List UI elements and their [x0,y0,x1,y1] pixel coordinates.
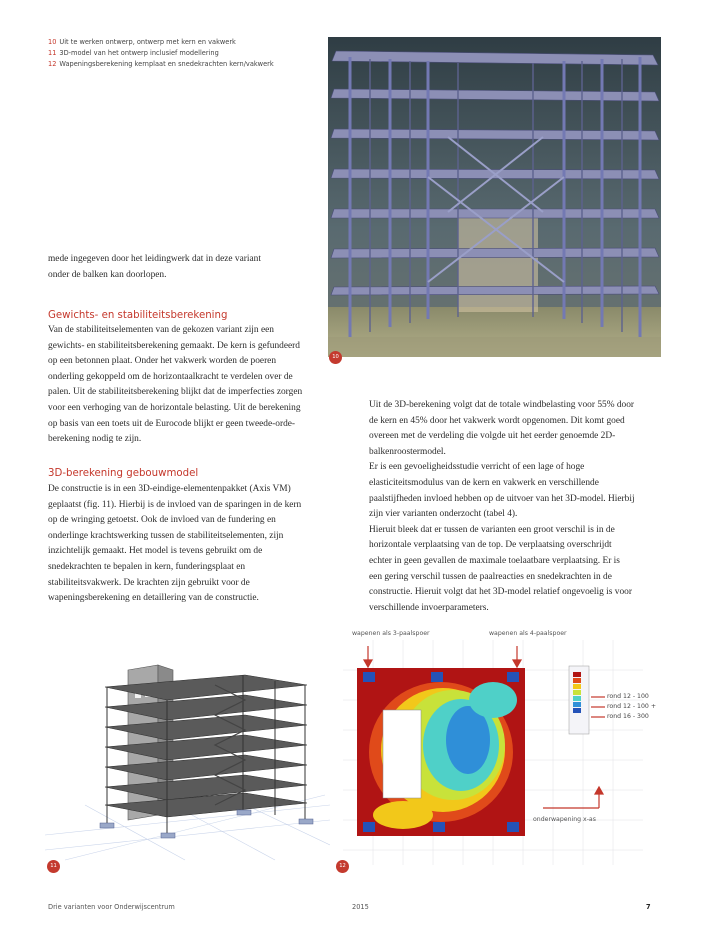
annotation-4-paalspoer: wapenen als 4-paalspoer [489,630,567,637]
contour-svg [343,640,643,865]
paragraph-result: Hieruit bleek dat er tussen de varianten een groot verschil is in de horizontale verplaatsing van de top. De verplaatsing overschrijdt echter in geen gevallen de maximale toelaatbare verplaatsing. Er is een gering verschil tussen de paalreacties en snedekrachten in de constructie. Hieruit volgt dat het 3D-model relatief ongevoelig is voor verschillende invoerparameters. [369,524,632,613]
figure-10-building-render [328,37,661,357]
caption-11: 11 3D-model van het ontwerp inclusief modellering [48,49,219,57]
section-heading-stability: Gewichts- en stabiliteitsberekening [48,310,228,321]
right-column-text [369,398,635,616]
caption-12: 12 Wapeningsberekening kernplaat en snedekrachten kern/vakwerk [48,60,274,68]
figure-captions [48,37,274,70]
footer-year: 2015 [352,903,369,911]
paragraph-wind: Uit de 3D-berekening volgt dat de totale windbelasting voor 55% door de kern en 45% door het vakwerk wordt opgenomen. Dit komt goed overeen met de verdeling die volgde uit het eerder genoemde 2D-balkenroostermodel. [369,400,635,457]
footer-title: Drie varianten voor Onderwijscentrum [48,903,175,911]
legend-label-2: rond 12 - 100 + [607,703,657,710]
figure-12-reinforcement-plot [343,640,643,865]
figure-11-badge: 11 [47,860,60,873]
model-svg [45,645,330,865]
legend-label-3: rond 16 - 300 [607,713,649,720]
paragraph-sensitivity: Er is een gevoeligheidsstudie verricht of een lage of hoge elasticiteitsmodulus van de kern en vakwerk en verschillende paalstijfheden invloed hebben op de uitvoer van het 3D-model. Hierbij zijn vier varianten onderzocht (tabel 4). [369,462,635,520]
annotation-3-paalspoer: wapenen als 3-paalspoer [352,630,430,637]
section-heading-3d: 3D-berekening gebouwmodel [48,468,199,479]
caption-10: 10 Uit te werken ontwerp, ontwerp met kern en vakwerk [48,38,236,46]
figure-10-badge: 10 [329,351,342,364]
section-text-stability: Van de stabiliteitselementen van de gekozen variant zijn een gewichts- en stabiliteitsberekening gemaakt. De kern is gefundeerd op een betonnen plaat. Onder het vakwerk worden de poeren onderling gekoppeld om de horizontaalkracht te verdelen over de palen. Uit de stabiliteitsberekening blijkt dat de imperfecties zorgen voor een verhoging van de horizontale belasting. Uit de berekening op basis van een toets uit de Eurocode blijkt er geen tweede-orde-berekening nodig te zijn. [48,325,303,445]
figure-11-3d-model [45,645,330,865]
render-svg [328,37,661,357]
figure-12-badge: 12 [336,860,349,873]
intro-paragraph: mede ingegeven door het leidingwerk dat in deze variant onder de balken kan doorlopen. [48,254,261,280]
page-number: 7 [646,903,651,911]
annotation-onderwapening: onderwapening x-as [533,816,596,823]
legend-label-1: rond 12 - 100 [607,693,649,700]
section-text-3d: De constructie is in een 3D-eindige-elementenpakket (Axis VM) geplaatst (fig. 11). Hierbij is de invloed van de sparingen in de kern op de wringing getoetst. Ook de invloed van de fundering en onderlinge krachtswerking tussen de stabiliteitselementen, zijn inzichtelijk gemaakt. Het model is tevens gebruikt om de snedekrachten te bepalen in kern, funderingsplaat en stabiliteitsvakwerk. De krachten zijn gebruikt voor de wapeningsberekening en detaillering van de constructie. [48,484,302,604]
